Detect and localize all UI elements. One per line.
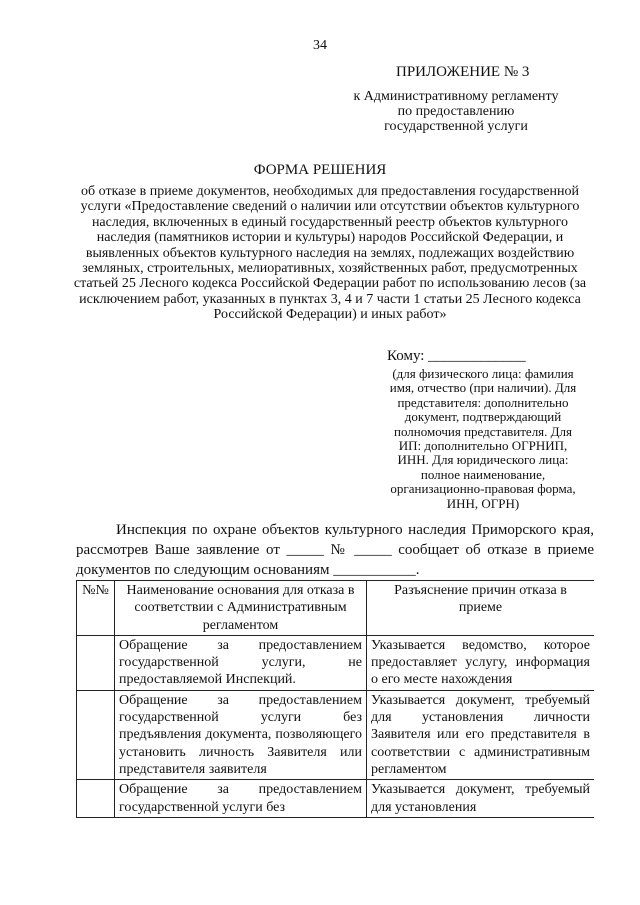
body-paragraph: Инспекция по охране объектов культурного наследия Приморского края, рассмотрев Ваше заявление от _____ № _____ сообщает об отказе в приеме: [76, 522, 594, 558]
table-row: [77, 780, 595, 818]
appendix-subtitle: [330, 89, 582, 134]
appendix-line: по предоставлению: [397, 104, 515, 119]
body-last-line: документов по следующим основаниям ___________.: [76, 562, 420, 578]
recipient-to-field: Кому: _____________: [387, 348, 526, 364]
row-number: [77, 690, 115, 779]
appendix-line: государственной услуги: [384, 119, 528, 134]
row-basis: Обращение за предоставлением государственной услуги без: [115, 780, 367, 818]
row-basis: Обращение за предоставлением государственной услуги, не предоставляемой Инспекций.: [115, 635, 367, 690]
appendix-title: ПРИЛОЖЕНИЕ № 3: [396, 64, 530, 80]
body-text: [76, 520, 594, 580]
recipient-block: [383, 348, 583, 511]
header-explanation: Разъяснение причин отказа в приеме: [367, 581, 595, 636]
table-row: [77, 690, 595, 779]
reasons-table: [76, 580, 594, 818]
reasons-table-wrap: [76, 580, 594, 905]
row-number: [77, 635, 115, 690]
row-explanation: Указывается ведомство, которое предоставляет услугу, информация о его месте нахождения: [367, 635, 595, 690]
recipient-note: (для физического лица: фамилия имя, отчество (при наличии). Для представителя: дополнительно документ, подтверждающий полномочия представителя. Для ИП: дополнительно ОГРНИП, ИНН. Для юридического лица: полное наименование, организационно-правовая форма, ИНН, ОГРН): [389, 366, 577, 511]
table-header-row: [77, 581, 595, 636]
header-basis: Наименование основания для отказа в соответствии с Административным регламентом: [115, 581, 367, 636]
page-number: 34: [313, 38, 327, 53]
appendix-line: к Административному регламенту: [353, 89, 559, 104]
row-basis: Обращение за предоставлением государственной услуги без предъявления документа, позволяющего установить личность Заявителя или представителя заявителя: [115, 690, 367, 779]
row-explanation: Указывается документ, требуемый для установления личности Заявителя или его представителя в соответствии с административным регламентом: [367, 690, 595, 779]
header-number: №№: [77, 581, 115, 636]
form-title: ФОРМА РЕШЕНИЯ: [253, 162, 387, 178]
form-description: об отказе в приеме документов, необходимых для предоставления государственной услуги «Предоставление сведений о наличии или отсутствии объектов культурного наследия, включенных в единый государственный реестр объектов культурного наследия (памятников истории и культуры) народов Российской Федерации, и выявленных объектов культурного наследия на землях, подлежащих воздействию земляных, строительных, мелиоративных, хозяйственных работ, предусмотренных статьей 25 Лесного кодекса Российской Федерации работ по использованию лесов (за исключением работ, указанных в пунктах 3, 4 и 7 части 1 статьи 25 Лесного кодекса Российской Федерации) и иных работ»: [73, 184, 587, 323]
row-number: [77, 780, 115, 818]
row-explanation: Указывается документ, требуемый для установления: [367, 780, 595, 818]
table-row: [77, 635, 595, 690]
